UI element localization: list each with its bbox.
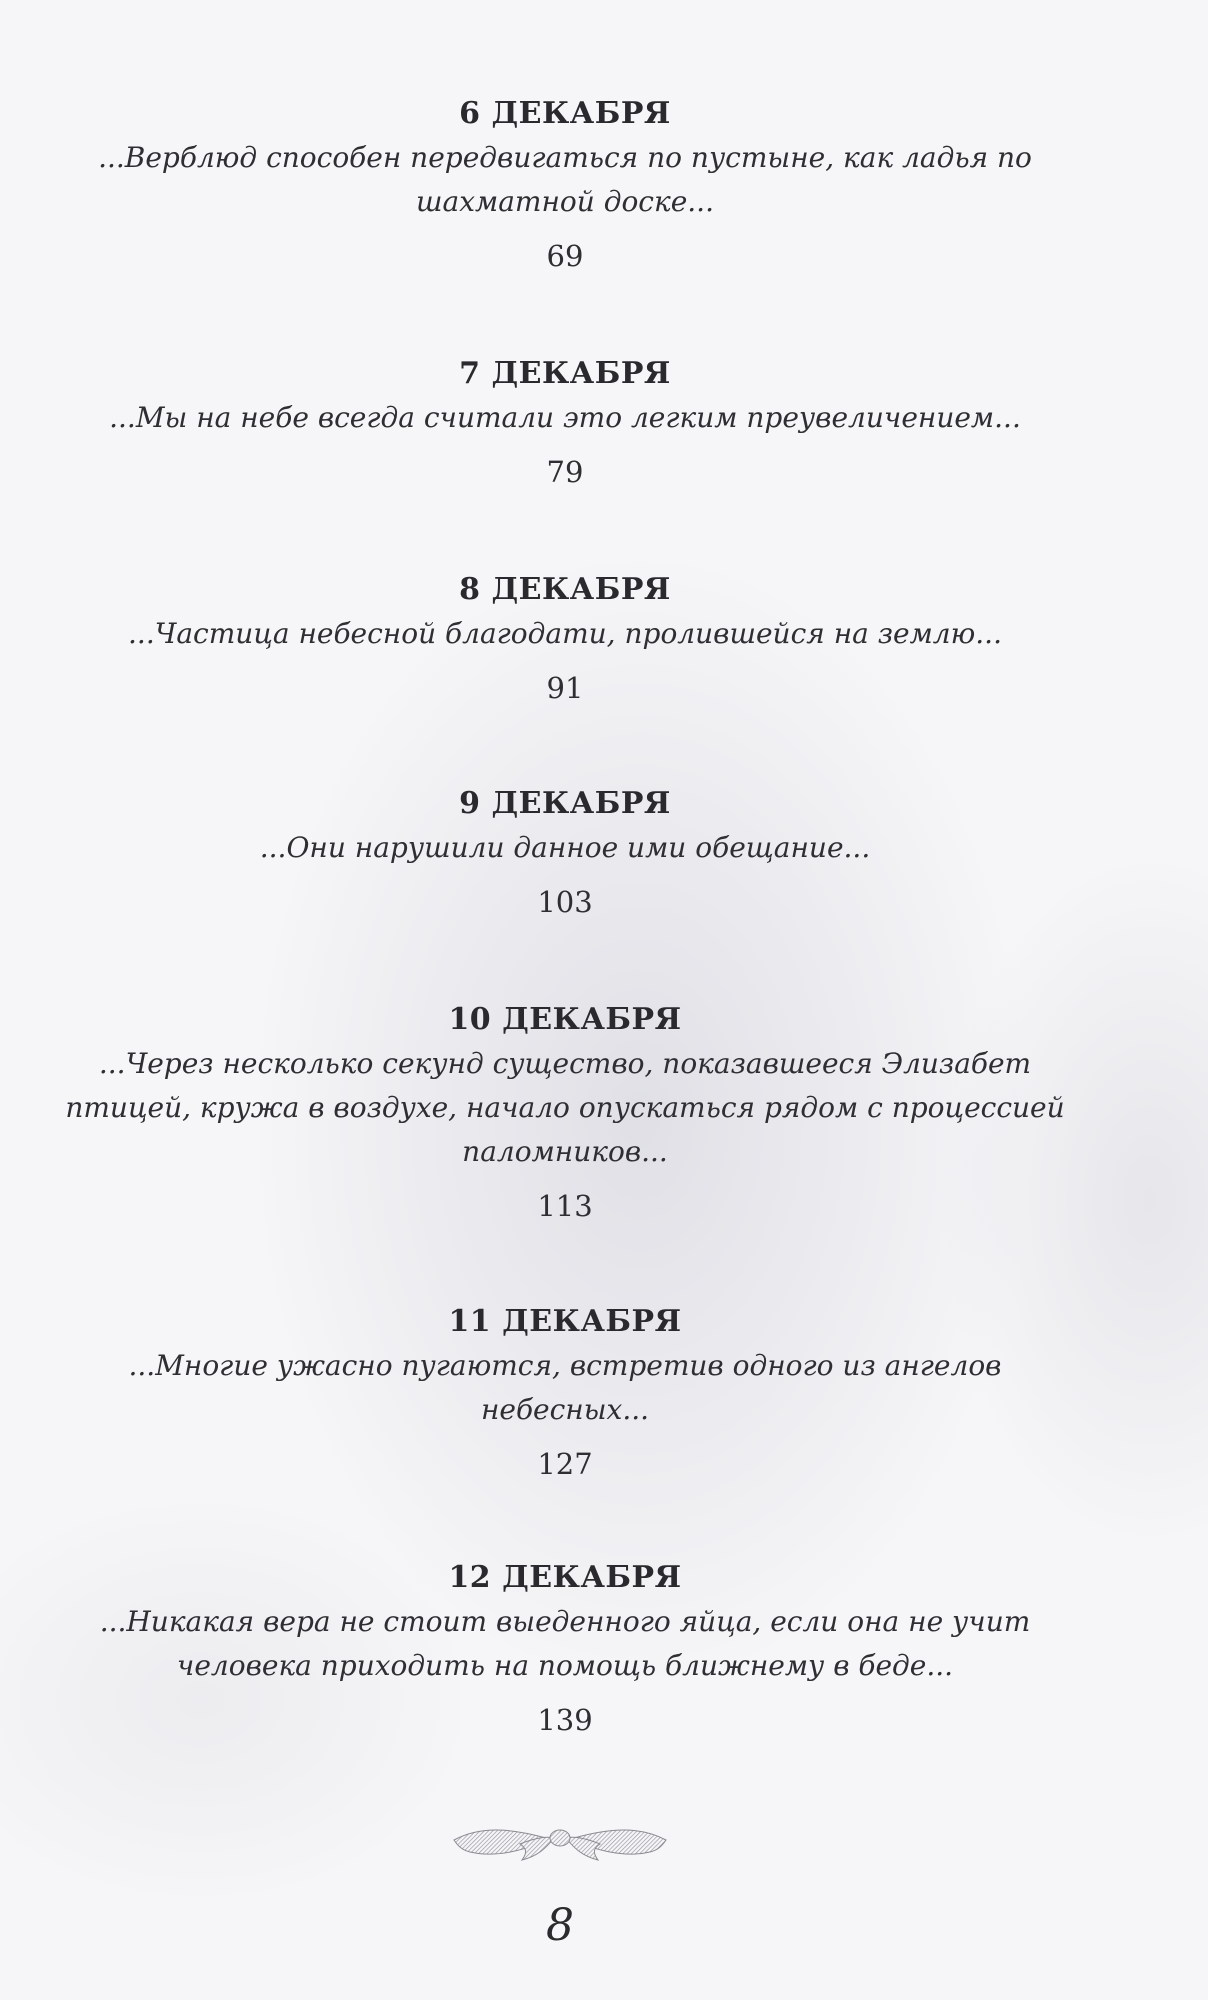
entry-excerpt: ...Они нарушили данное ими обещание... bbox=[259, 831, 871, 864]
entry-page-number: 69 bbox=[546, 239, 584, 273]
entry-excerpt: ...Через несколько секунд существо, показавшееся Элизабет птицей, кружа в воздухе, начало опускаться рядом с процессией паломников... bbox=[65, 1047, 1065, 1168]
entry-page-number: 113 bbox=[537, 1189, 593, 1223]
entry-excerpt: ...Частица небесной благодати, пролившейся на землю... bbox=[128, 617, 1002, 650]
entry-page-number: 91 bbox=[546, 671, 584, 705]
toc-entry-10-december bbox=[40, 998, 1090, 1228]
toc-entry-6-december bbox=[40, 92, 1090, 278]
entry-excerpt: ...Мы на небе всегда считали это легким преувеличением... bbox=[109, 401, 1021, 434]
entry-date: 10 ДЕКАБРЯ bbox=[448, 1002, 682, 1037]
entry-excerpt: ...Никакая вера не стоит выеденного яйца, если она не учит человека приходить на помощь ближнему в беде... bbox=[99, 1605, 1031, 1682]
entry-date: 9 ДЕКАБРЯ bbox=[459, 786, 671, 821]
entry-page-number: 139 bbox=[537, 1703, 593, 1737]
entry-page-number: 103 bbox=[537, 885, 593, 919]
toc-entry-8-december bbox=[40, 568, 1090, 710]
page-number: 8 bbox=[546, 1900, 574, 1951]
toc-entry-9-december bbox=[40, 782, 1090, 924]
entry-excerpt: ...Многие ужасно пугаются, встретив одного из ангелов небесных... bbox=[128, 1349, 1002, 1426]
entry-date: 12 ДЕКАБРЯ bbox=[448, 1560, 682, 1595]
entry-date: 11 ДЕКАБРЯ bbox=[448, 1304, 682, 1339]
entry-page-number: 127 bbox=[537, 1447, 593, 1481]
entry-excerpt: ...Верблюд способен передвигаться по пустыне, как ладья по шахматной доске... bbox=[98, 141, 1032, 218]
toc-entry-7-december bbox=[40, 352, 1090, 494]
entry-page-number: 79 bbox=[546, 455, 584, 489]
toc-entry-11-december bbox=[40, 1300, 1090, 1486]
ribbon-bow-ornament-icon bbox=[450, 1818, 670, 1864]
toc-entry-12-december bbox=[40, 1556, 1090, 1742]
entry-date: 6 ДЕКАБРЯ bbox=[459, 96, 671, 131]
entry-date: 7 ДЕКАБРЯ bbox=[459, 356, 671, 391]
entry-date: 8 ДЕКАБРЯ bbox=[459, 572, 671, 607]
